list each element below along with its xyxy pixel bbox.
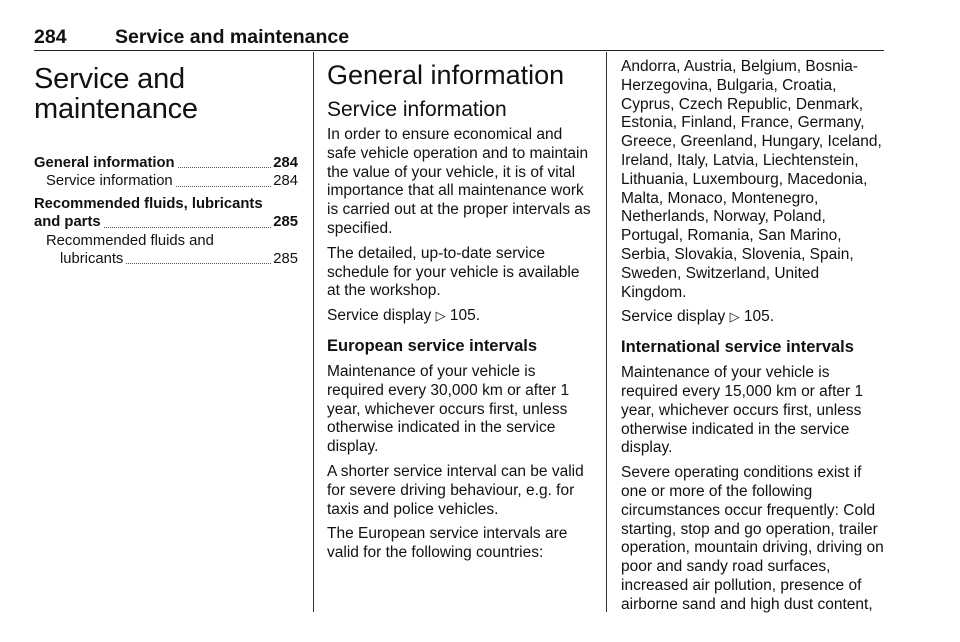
- paragraph: Severe operating conditions exist if one or more of the following circumstances occur frequently: Cold starting, stop and go operation, trailer operation, mountain driving, driving on poor and sandy road surfaces, increased air pollution, presence of airborne sand and high dust content,: [621, 464, 884, 613]
- subsection-heading: Service information: [327, 98, 507, 121]
- toc-leader: [104, 227, 272, 228]
- chapter-column: [34, 58, 298, 268]
- page-header: [34, 24, 884, 51]
- paragraph: The European service intervals are valid for the following countries:: [327, 525, 568, 562]
- reference-page[interactable]: 105.: [449, 307, 481, 325]
- toc-label-continued: and parts: [34, 214, 101, 231]
- toc-page: 285: [273, 251, 298, 268]
- paragraph: Maintenance of your vehicle is required every 30,000 km or after 1 year, whichever occurs first, unless otherwise indicated in the service display.: [327, 362, 570, 456]
- section-heading: General information: [327, 60, 565, 90]
- chapter-title-text: Service and maintenance: [34, 63, 198, 125]
- paragraph: A shorter service interval can be valid for severe driving behaviour, e.g. for taxis and police vehicles.: [327, 462, 584, 518]
- chapter-title: [34, 64, 298, 124]
- toc-entry-fluids-lubricants-line1[interactable]: [34, 232, 298, 250]
- toc-label: Recommended fluids and: [46, 232, 214, 249]
- toc-label: General information: [34, 155, 175, 171]
- reference-page[interactable]: 105.: [743, 308, 775, 326]
- paragraph: The detailed, up-to-date service schedule for your vehicle is available at the workshop.: [327, 244, 580, 300]
- toc-entry-service-information[interactable]: [34, 172, 298, 190]
- toc-label: Service information: [46, 173, 173, 190]
- content-column-1: [327, 58, 593, 569]
- toc-entry-recommended-fluids-line1[interactable]: [34, 195, 298, 213]
- reference-text: Service display: [327, 307, 432, 325]
- cross-reference: [621, 308, 887, 327]
- paragraph: Maintenance of your vehicle is required every 15,000 km or after 1 year, whichever occurs first, unless otherwise indicated in the service display.: [621, 364, 864, 457]
- toc-label-continued: lubricants: [60, 251, 124, 268]
- cross-reference: [327, 307, 593, 326]
- toc-leader: [126, 263, 271, 264]
- toc-entry-fluids-lubricants-line2[interactable]: [34, 250, 298, 268]
- toc-leader: [176, 186, 272, 187]
- page-reference-arrow-icon: ▷: [729, 309, 740, 325]
- toc-leader: [178, 167, 272, 168]
- toc-label: Recommended fluids, lubricants: [34, 195, 263, 212]
- column-divider: [313, 52, 314, 612]
- toc-entry-general-information[interactable]: [34, 154, 298, 172]
- subsection-heading: International service intervals: [621, 338, 854, 357]
- page-reference-arrow-icon: ▷: [435, 308, 446, 324]
- toc-page: 284: [273, 155, 298, 171]
- country-list: Andorra, Austria, Belgium, Bosnia-Herzegovina, Bulgaria, Croatia, Cyprus, Czech Republic, Denmark, Estonia, Finland, France, Germany, Greece, Greenland, Hungary, Iceland, Ireland, Italy, Latvia, Liechtenstein, Lithuania, Luxembourg, Macedonia, Malta, Monaco, Montenegro, Netherlands, Norway, Poland, Portugal, Romania, San Marino, Serbia, Slovakia, Slovenia, Spain, Sweden, Switzerland, United Kingdom.: [621, 58, 882, 301]
- content-column-2: [621, 58, 887, 621]
- toc-page: 285: [273, 214, 298, 231]
- column-divider: [606, 52, 607, 612]
- page-number: 284: [34, 26, 67, 48]
- paragraph: In order to ensure economical and safe vehicle operation and to maintain the value of your vehicle, it is of vital importance that all maintenance work is carried out at the proper intervals as specified.: [327, 126, 591, 237]
- reference-text: Service display: [621, 308, 726, 326]
- table-of-contents: [34, 154, 298, 268]
- toc-page: 284: [273, 173, 298, 190]
- running-header-title: Service and maintenance: [115, 26, 350, 48]
- toc-entry-recommended-fluids-line2[interactable]: [34, 213, 298, 231]
- subsection-heading: European service intervals: [327, 336, 538, 355]
